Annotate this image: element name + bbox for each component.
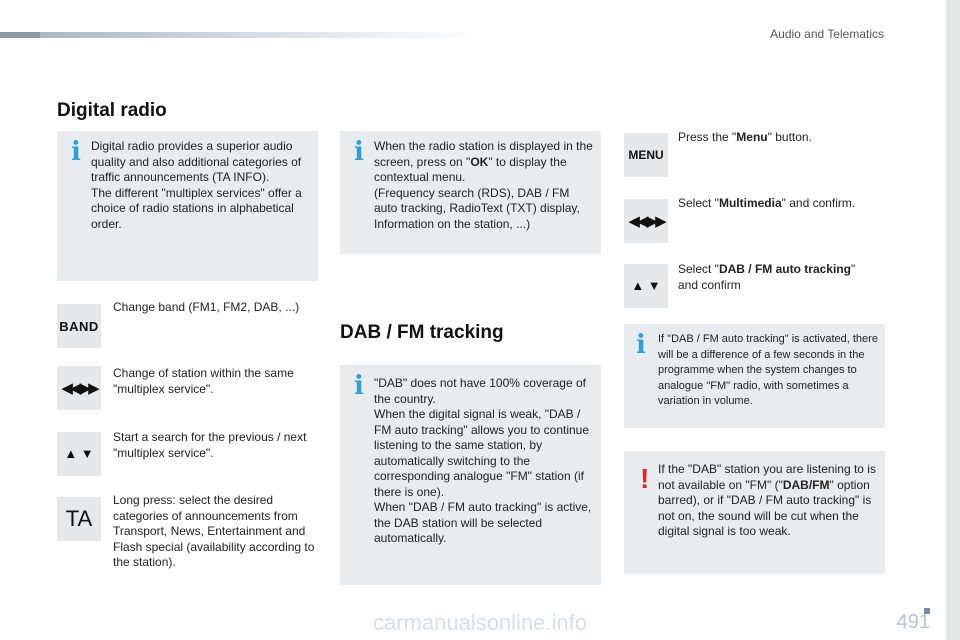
station-change-description: Change of station within the same "multiplex service". (113, 366, 294, 396)
warning-icon: ! (640, 463, 650, 494)
info-box-digital-radio (57, 131, 318, 281)
warning-text: If the "DAB" station you are listening to is not available on "FM" ("DAB/FM" option barred), or if "DAB / FM auto tracking" is not on, the sound will be cut when the digital signal is too weak. (658, 462, 876, 538)
step-select-multimedia: Select "Multimedia" and confirm. (678, 196, 856, 210)
page-title: Digital radio (57, 100, 167, 121)
info-text: "DAB" does not have 100% coverage of the country. When the digital signal is weak, "DAB / FM auto tracking" allows you to continue listening to the same station, by automatically switching to the corresponding analogue "FM" station (if there is one). When "DAB / FM auto tracking" is active, the DAB station will be selected automatically. (374, 376, 592, 545)
seek-arrows-icon: ◀◀ ▶▶ (57, 366, 101, 410)
page-edge-strip (946, 0, 960, 640)
menu-button-icon: MENU (624, 133, 668, 177)
top-decorative-bar (0, 32, 480, 38)
info-icon: i (354, 371, 364, 401)
warning-box-signal-loss (624, 451, 885, 574)
info-box-contextual-menu (340, 131, 601, 254)
ta-button-icon: TA (57, 497, 101, 541)
up-down-arrows-icon: ▲ ▼ (624, 264, 668, 308)
page-number: 491 (896, 611, 930, 633)
info-text: When the radio station is displayed in the screen, press on "OK" to display the contextual menu. (Frequency search (RDS), DAB / FM auto tracking, RadioText (TXT) display, Information on the station, ...) (374, 139, 593, 231)
info-box-dab-fm-delay (624, 324, 885, 428)
step-select-dab-fm: Select "DAB / FM auto tracking" and confirm (678, 262, 856, 292)
info-text: If "DAB / FM auto tracking" is activated, there will be a difference of a few seconds in the programme when the system changes to analogue "FM" radio, with sometimes a variation in volume. (658, 333, 878, 407)
watermark: carmanualsonline.info (372, 610, 588, 635)
step-press-menu: Press the "Menu" button. (678, 130, 812, 144)
section-header: Audio and Telematics (770, 27, 884, 41)
multiplex-search-description: Start a search for the previous / next "multiplex service". (113, 430, 307, 460)
seek-arrows-icon: ◀◀ ▶▶ (624, 199, 668, 243)
info-box-dab-coverage (340, 365, 601, 585)
section-title-dab-fm: DAB / FM tracking (340, 322, 504, 343)
info-icon: i (71, 137, 81, 167)
ta-description: Long press: select the desired categories of announcements from Transport, News, Entertainment and Flash special (availability according to the station). (113, 493, 315, 569)
top-decorative-bar-accent (0, 32, 40, 38)
band-description: Change band (FM1, FM2, DAB, ...) (113, 300, 300, 314)
up-down-arrows-icon: ▲ ▼ (57, 432, 101, 476)
info-icon: i (636, 330, 646, 360)
info-icon: i (354, 137, 364, 167)
band-button-icon: BAND (57, 304, 101, 348)
info-text: Digital radio provides a superior audio quality and also additional categories of traffic announcements (TA INFO). The different "multiplex services" offer a choice of radio stations in alphabetical order. (91, 139, 302, 231)
